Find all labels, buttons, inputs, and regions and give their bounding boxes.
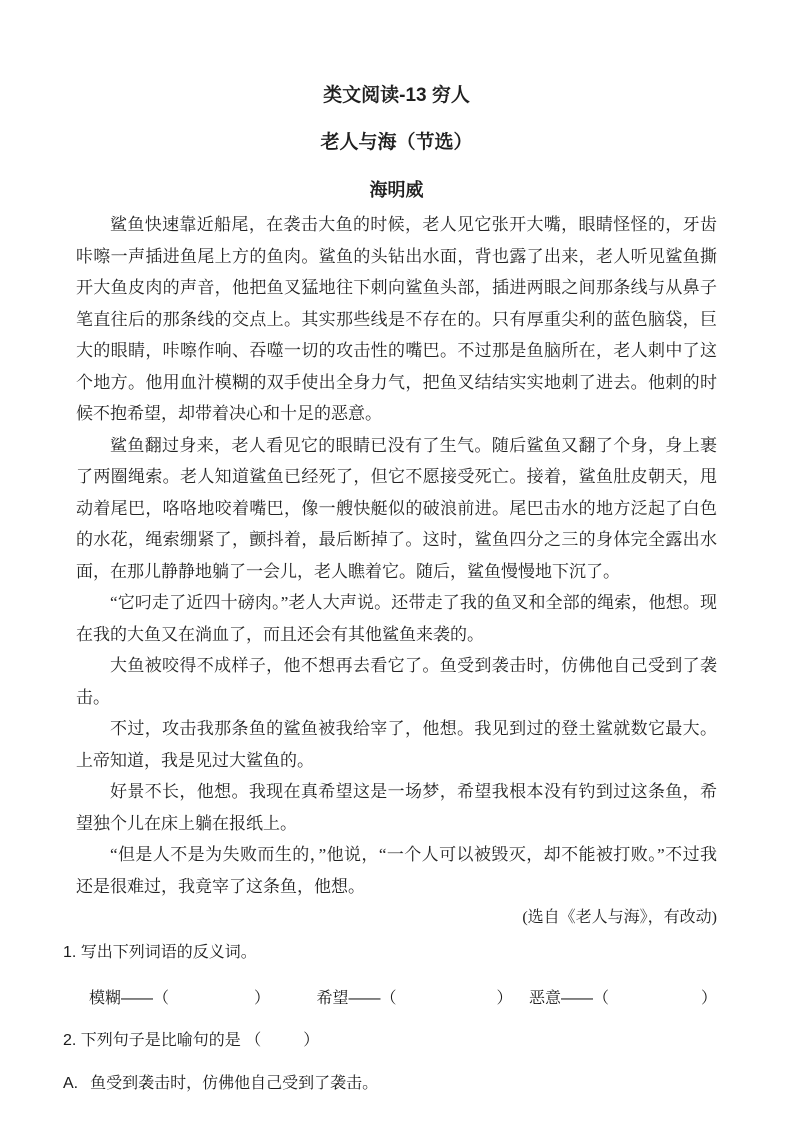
blank-dash: —— — [348, 989, 381, 1007]
passage-paragraph-2: 鲨鱼翻过身来，老人看见它的眼睛已没有了生气。随后鲨鱼又翻了个身，身上裹了两圈绳索。老人知道鲨鱼已经死了，但它不愿接受死亡。接着，鲨鱼肚皮朝天，甩动着尾巴，咯咯地咬着嘴巴，像一艘快艇似的破浪前进。尾巴击水的地方泛起了白色的水花，绳索绷紧了，颤抖着，最后断掉了。这时，鲨鱼四分之三的身体完全露出水面，在那儿静静地躺了一会儿，老人瞧着它。随后，鲨鱼慢慢地下沉了。 — [76, 435, 717, 581]
passage-paragraph-7: “但是人不是为失败而生的，”他说，“一个人可以被毁灭，却不能被打败。”不过我还是很难过，我竟宰了这条鱼，他想。 — [76, 845, 717, 896]
open-paren: （ — [245, 1031, 262, 1049]
option-key: A. — [63, 1074, 79, 1092]
passage-paragraph-4: 大鱼被咬得不成样子，他不想再去看它了。鱼受到袭击时，仿佛他自己受到了袭击。 — [76, 656, 717, 707]
source-attribution: (选自《老人与海》，有改动) — [522, 909, 717, 926]
open-paren: （ — [380, 989, 397, 1007]
option-text: 鱼受到袭击时，仿佛他自己受到了袭击。 — [90, 1074, 379, 1092]
passage-title: 老人与海（节选） — [320, 132, 473, 153]
close-paren: ） — [701, 989, 718, 1007]
question-1-label: 1. 写出下列词语的反义词。 — [63, 943, 257, 961]
question-1-blanks-row — [63, 987, 717, 1010]
blank-dash: —— — [561, 989, 594, 1007]
blank-dash: —— — [121, 989, 154, 1007]
open-paren: （ — [593, 989, 610, 1007]
passage-paragraph-1: 鲨鱼快速靠近船尾，在袭击大鱼的时候，老人见它张开大嘴，眼睛怪怪的，牙齿咔嚓一声插进鱼尾上方的鱼肉。鲨鱼的头钻出水面，背也露了出来，老人听见鲨鱼撕开大鱼皮肉的声音，他把鱼叉猛地往下刺向鲨鱼头部，插进两眼之间那条线与从鼻子笔直往后的那条线的交点上。其实那些线是不存在的。只有厚重尖利的蓝色脑袋，巨大的眼睛，咔嚓作响、吞噬一切的攻击性的嘴巴。不过那是鱼脑所在，老人刺中了这个地方。他用血汁模糊的双手使出全身力气，把鱼叉结结实实地刺了进去。他刺的时候不抱希望，却带着决心和十足的恶意。 — [76, 215, 717, 423]
question-2-stem: 2. 下列句子是比喻句的是 — [63, 1031, 241, 1049]
antonym-blank-eyi — [529, 987, 717, 1010]
antonym-blank-xiwang — [317, 987, 513, 1010]
blank-word: 恶意 — [529, 989, 562, 1007]
blank-word: 模糊 — [89, 989, 122, 1007]
questions-section — [63, 942, 717, 1095]
passage-text — [76, 209, 717, 934]
page-title: 类文阅读-13 穷人 — [323, 85, 470, 106]
close-paren: ） — [496, 989, 513, 1007]
blank-word: 希望 — [316, 989, 349, 1007]
passage-author: 海明威 — [369, 180, 424, 200]
passage-paragraph-5: 不过，攻击我那条鱼的鲨鱼被我给宰了，他想。我见到过的登土鲨就数它最大。上帝知道，我是见过大鲨鱼的。 — [76, 719, 717, 770]
question-2-label — [63, 1030, 717, 1052]
question-2-option-a — [63, 1073, 717, 1095]
passage-paragraph-3: “它叼走了近四十磅肉。”老人大声说。还带走了我的鱼叉和全部的绳索，他想。现在我的大鱼又在淌血了，而且还会有其他鲨鱼来袭的。 — [76, 593, 717, 644]
close-paren: ） — [303, 1031, 320, 1049]
antonym-blank-mohu — [89, 987, 270, 1010]
passage-paragraph-6: 好景不长，他想。我现在真希望这是一场梦，希望我根本没有钓到过这条鱼，希望独个儿在床上躺在报纸上。 — [76, 782, 717, 833]
open-paren: （ — [153, 989, 170, 1007]
close-paren: ） — [254, 989, 271, 1007]
